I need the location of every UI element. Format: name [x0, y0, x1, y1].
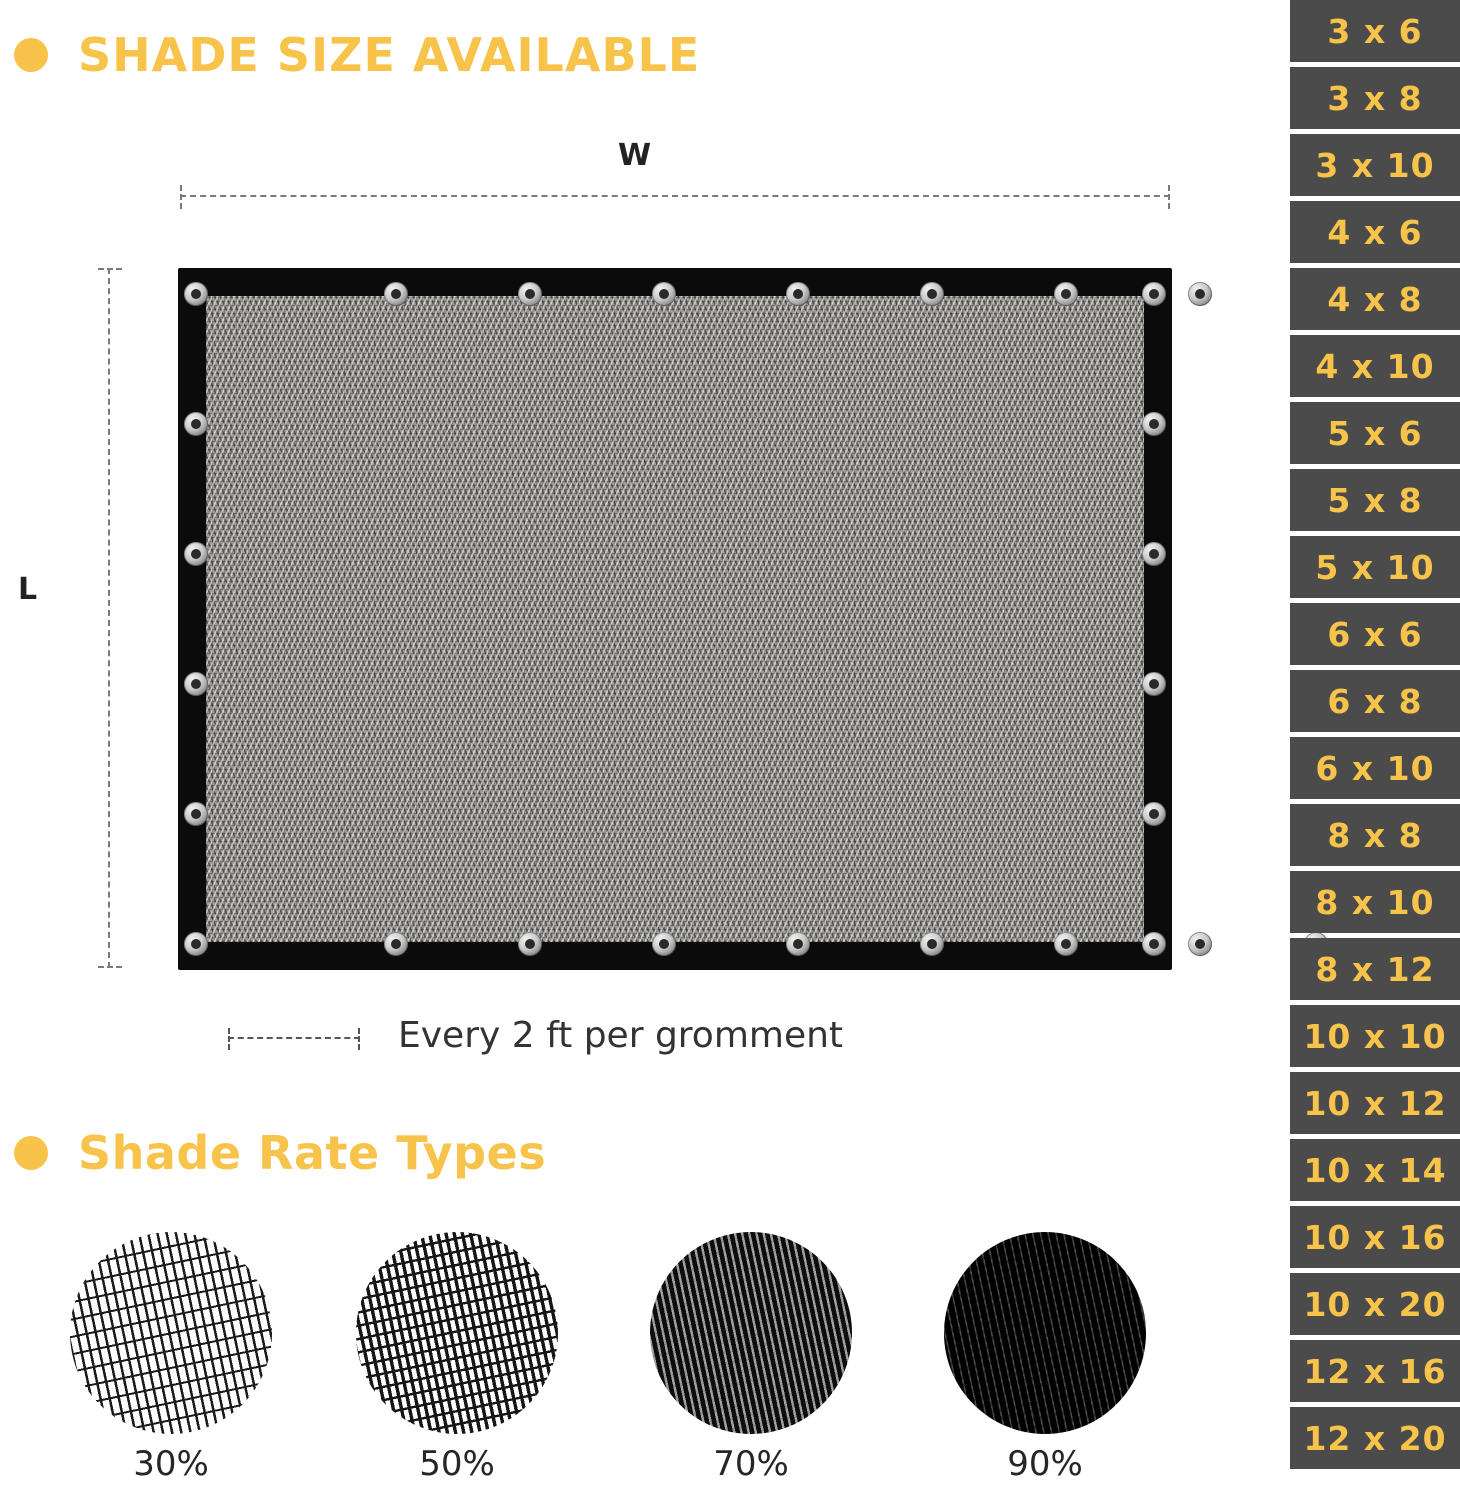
grommet-icon	[384, 282, 408, 306]
size-option-chip[interactable]: 3 x 8	[1290, 67, 1460, 129]
grommet-icon	[184, 802, 208, 826]
size-option-chip[interactable]: 8 x 10	[1290, 871, 1460, 933]
mesh-swatch-30-icon	[70, 1232, 272, 1434]
grommet-icon	[184, 672, 208, 696]
grommet-icon	[652, 932, 676, 956]
size-option-chip[interactable]: 10 x 10	[1290, 1005, 1460, 1067]
shade-rate-label: 50%	[419, 1444, 495, 1484]
tarp-dimension-diagram	[0, 110, 1270, 1090]
size-option-chip[interactable]: 10 x 14	[1290, 1139, 1460, 1201]
size-option-chip[interactable]: 10 x 16	[1290, 1206, 1460, 1268]
length-dimension-line	[108, 268, 110, 968]
grommet-icon	[184, 412, 208, 436]
size-option-chip[interactable]: 4 x 10	[1290, 335, 1460, 397]
shade-cloth-illustration	[178, 268, 1172, 970]
grommet-icon	[1188, 282, 1212, 306]
size-option-chip[interactable]: 8 x 8	[1290, 804, 1460, 866]
mesh-swatch-70-icon	[650, 1232, 852, 1434]
size-option-chip[interactable]: 10 x 20	[1290, 1273, 1460, 1335]
grommet-icon	[786, 932, 810, 956]
grommet-icon	[184, 282, 208, 306]
length-label: L	[18, 572, 38, 607]
size-option-chip[interactable]: 12 x 20	[1290, 1407, 1460, 1469]
grommet-icon	[1142, 932, 1166, 956]
grommet-icon	[920, 932, 944, 956]
size-option-chip[interactable]: 5 x 6	[1290, 402, 1460, 464]
mesh-swatch-90-icon	[944, 1232, 1146, 1434]
grommet-icon	[786, 282, 810, 306]
grommet-icon	[518, 282, 542, 306]
section-title-shade-size: SHADE SIZE AVAILABLE	[78, 28, 701, 82]
grommet-icon	[1188, 932, 1212, 956]
section-heading-shade-rate	[14, 1126, 546, 1180]
shade-rate-swatch	[650, 1232, 852, 1484]
grommet-icon	[1142, 672, 1166, 696]
mesh-swatch-50-icon	[356, 1232, 558, 1434]
grommet-icon	[184, 542, 208, 566]
grommet-icon	[1142, 802, 1166, 826]
grommet-spacing-dimension-line	[228, 1037, 360, 1039]
size-option-chip[interactable]: 3 x 10	[1290, 134, 1460, 196]
grommet-spacing-note	[228, 1015, 843, 1056]
width-dimension-line	[180, 195, 1170, 197]
section-heading-shade-size	[14, 28, 700, 82]
shade-rate-label: 90%	[1007, 1444, 1083, 1484]
size-option-chip[interactable]: 8 x 12	[1290, 938, 1460, 1000]
shade-rate-label: 30%	[133, 1444, 209, 1484]
size-option-chip[interactable]: 6 x 8	[1290, 670, 1460, 732]
width-label: W	[618, 138, 652, 173]
size-option-chip[interactable]: 4 x 8	[1290, 268, 1460, 330]
grommet-icon	[518, 932, 542, 956]
size-option-chip[interactable]: 4 x 6	[1290, 201, 1460, 263]
size-option-list	[1290, 0, 1460, 1500]
shade-rate-swatch	[356, 1232, 558, 1484]
grommet-icon	[1054, 932, 1078, 956]
section-title-shade-rate: Shade Rate Types	[78, 1126, 547, 1180]
size-option-chip[interactable]: 5 x 8	[1290, 469, 1460, 531]
shade-rate-swatch-group	[60, 1232, 1190, 1482]
size-option-chip[interactable]: 6 x 10	[1290, 737, 1460, 799]
grommet-icon	[1142, 412, 1166, 436]
grommet-spacing-text: Every 2 ft per gromment	[398, 1015, 844, 1056]
size-option-chip[interactable]: 6 x 6	[1290, 603, 1460, 665]
size-option-chip[interactable]: 5 x 10	[1290, 536, 1460, 598]
grommet-icon	[652, 282, 676, 306]
size-option-chip[interactable]: 3 x 6	[1290, 0, 1460, 62]
bullet-dot-icon	[14, 1136, 48, 1170]
grommet-icon	[1054, 282, 1078, 306]
mesh-fabric-texture	[206, 296, 1144, 942]
grommet-icon	[1142, 282, 1166, 306]
size-option-chip[interactable]: 12 x 16	[1290, 1340, 1460, 1402]
bullet-dot-icon	[14, 38, 48, 72]
grommet-icon	[184, 932, 208, 956]
shade-rate-swatch	[944, 1232, 1146, 1484]
size-option-chip[interactable]: 10 x 12	[1290, 1072, 1460, 1134]
grommet-icon	[920, 282, 944, 306]
shade-rate-label: 70%	[713, 1444, 789, 1484]
grommet-icon	[384, 932, 408, 956]
grommet-icon	[1142, 542, 1166, 566]
shade-rate-swatch	[70, 1232, 272, 1484]
